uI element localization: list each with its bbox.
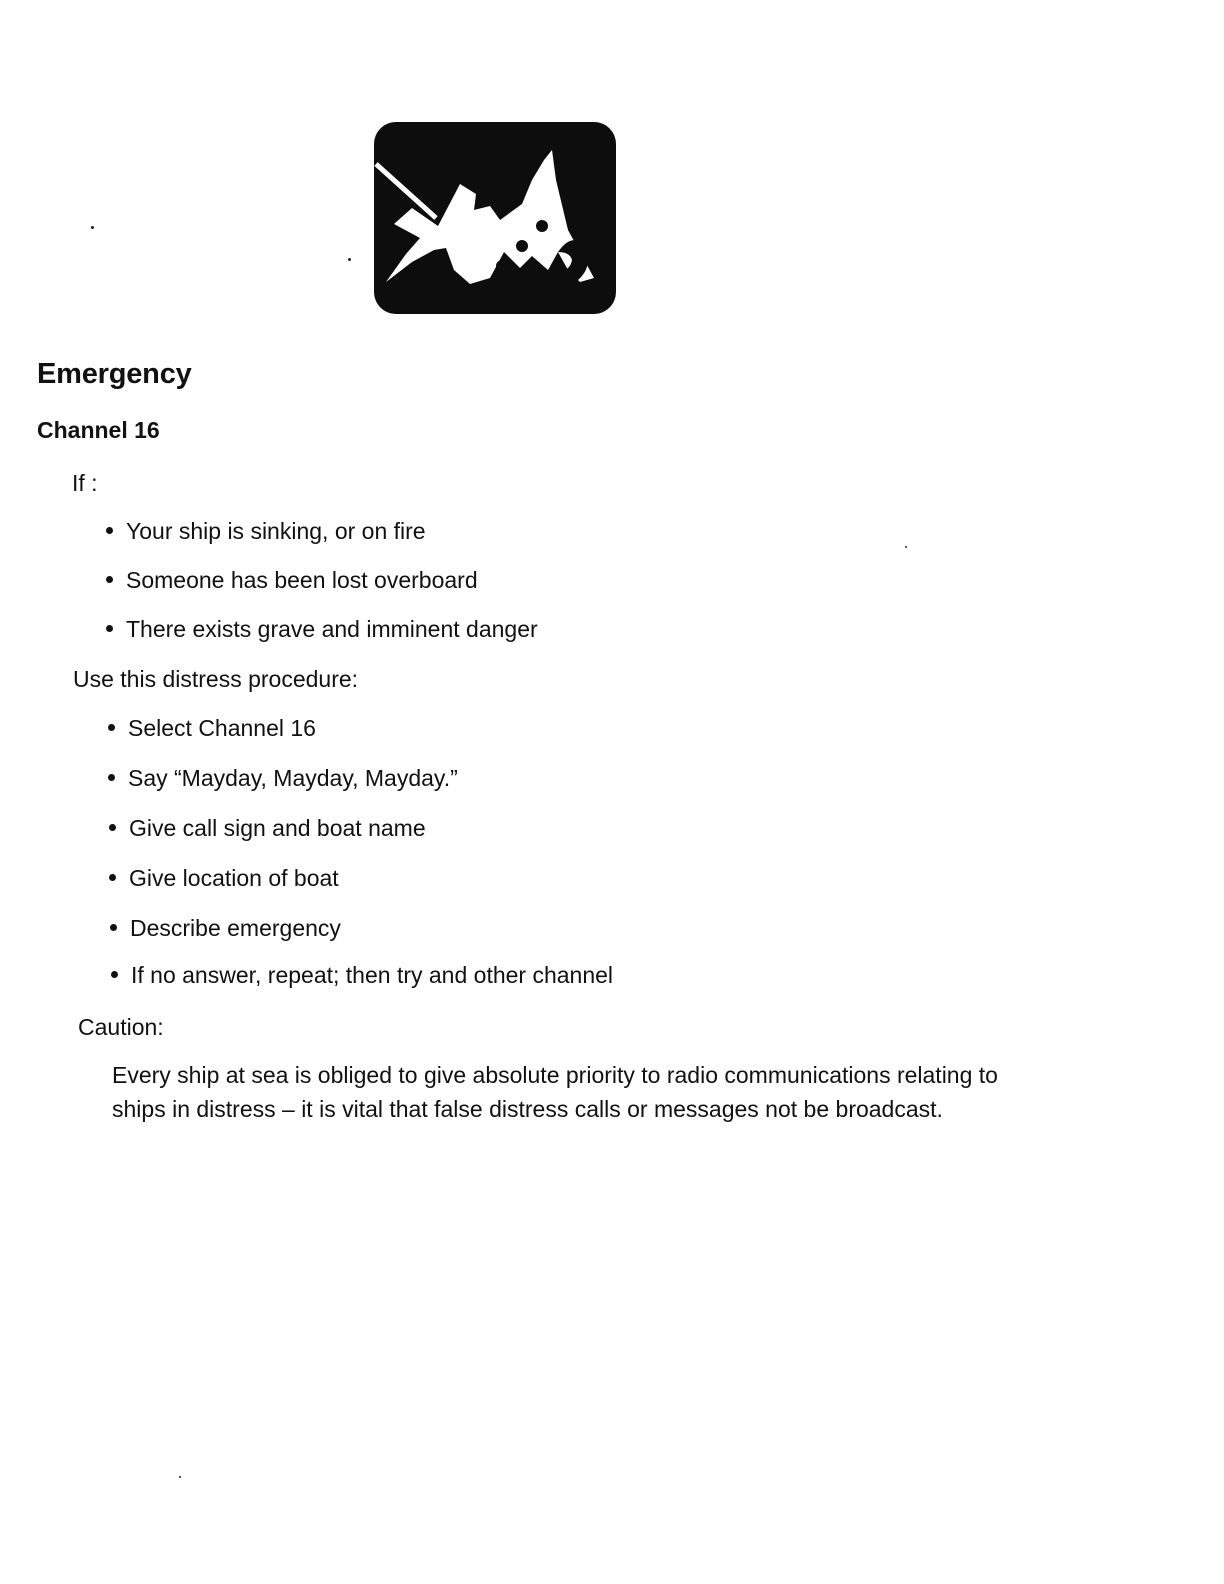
list-item (106, 567, 478, 594)
list-item (109, 865, 339, 892)
bullet-icon (108, 774, 115, 781)
bullet-icon (110, 924, 117, 931)
list-item-text: Give call sign and boat name (129, 815, 426, 841)
bullet-icon (106, 625, 113, 632)
channel-subtitle: Channel 16 (37, 417, 160, 443)
list-item-text: Give location of boat (129, 865, 339, 891)
sinking-ship-icon (372, 120, 618, 316)
list-item-text: There exists grave and imminent danger (126, 616, 538, 642)
scan-speck (348, 258, 351, 261)
caution-label: Caution: (78, 1014, 164, 1040)
bullet-icon (111, 971, 118, 978)
bullet-icon (109, 824, 116, 831)
scan-speck (91, 226, 94, 229)
list-item (106, 616, 538, 643)
page-title: Emergency (37, 358, 192, 390)
list-item (111, 962, 613, 989)
list-item (106, 518, 426, 545)
list-item-text: Say “Mayday, Mayday, Mayday.” (128, 765, 458, 791)
list-item-text: Someone has been lost overboard (126, 567, 478, 593)
bullet-icon (106, 576, 113, 583)
list-item (109, 815, 426, 842)
list-item (108, 715, 316, 742)
list-item-text: Describe emergency (130, 915, 341, 941)
list-item (108, 765, 458, 792)
list-item (110, 915, 341, 942)
list-item-text: If no answer, repeat; then try and other channel (131, 962, 614, 988)
condition-intro: If : (72, 470, 98, 496)
scan-speck (905, 546, 907, 548)
list-item-text: Your ship is sinking, or on fire (126, 518, 426, 544)
bullet-icon (106, 527, 113, 534)
bullet-icon (109, 874, 116, 881)
procedure-intro: Use this distress procedure: (73, 666, 359, 692)
bullet-icon (108, 724, 115, 731)
list-item-text: Select Channel 16 (128, 715, 316, 741)
scan-speck (179, 1476, 181, 1478)
caution-text: Every ship at sea is obliged to give absolute priority to radio communications relating to ships in distress – it is vital that false distress calls or messages not be broadcast. (112, 1062, 998, 1122)
